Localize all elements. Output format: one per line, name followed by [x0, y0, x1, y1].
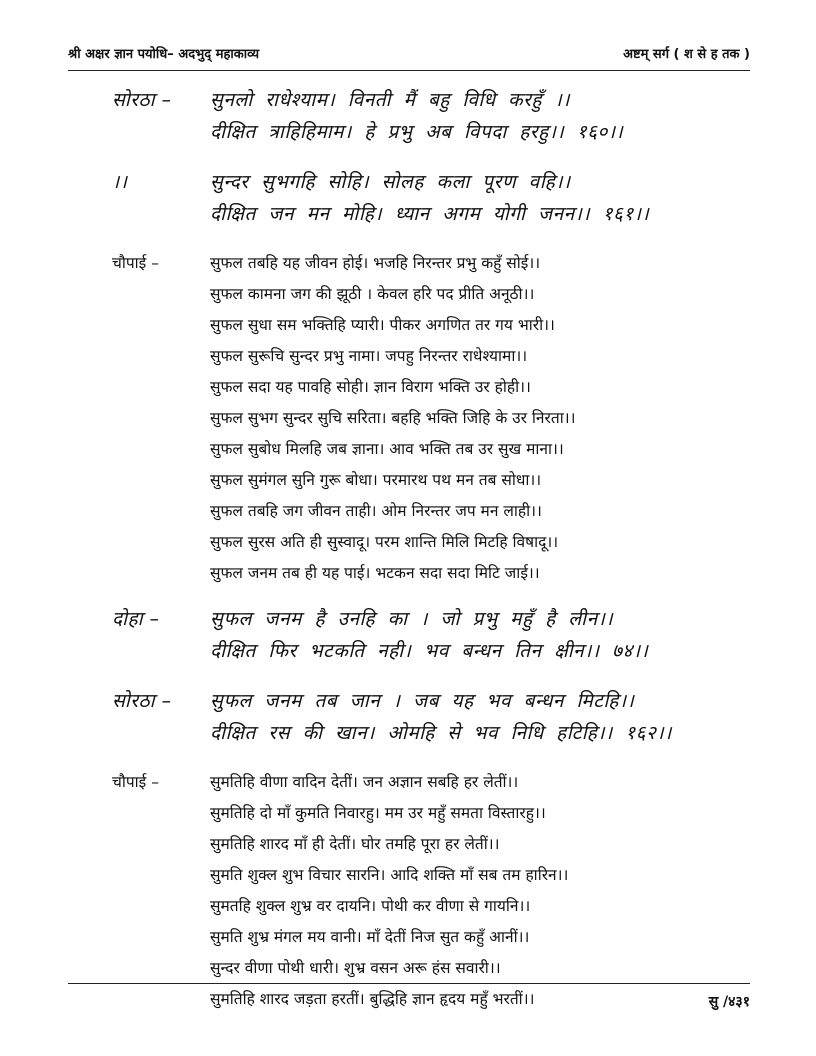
chaupai-line: सुफल कामना जग की झूठी । केवल हरि पद प्रीति अनूठी।। [210, 285, 535, 303]
chaupai-line: सुफल सुधा सम भक्तिहि प्यारी। पीकर अगणित तर गय भारी।। [210, 316, 555, 334]
chaupai-line: सुफल सुमंगल सुनि गुरू बोधा। परमारथ पथ मन तब सोधा।। [210, 471, 542, 489]
verse-line: दीक्षित फिर भटकति नही। भव बन्धन तिन क्षीन।। ७४।। [210, 640, 649, 662]
page-number: सु /४३१ [708, 994, 750, 1010]
chaupai-line: सुफल सुभग सुन्दर सुचि सरिता। बहहि भक्ति जिहि के उर निरता।। [210, 409, 576, 427]
verse-line: सुनलो राधेश्याम। विनती मैं बहु विधि करहुँ ।। [210, 89, 570, 111]
page-header [68, 40, 750, 71]
chaupai-line: सुमतिहि शारद माँ ही देतीं। घोर तमहि पूरा हर लेतीं।। [210, 835, 500, 853]
chaupai-line: सुफल सुबोध मिलहि जब ज्ञाना। आव भक्ति तब उर सुख माना।। [210, 440, 564, 458]
verse-label: सोरठा – [112, 690, 172, 712]
chaupai-line: सुमति शुक्ल शुभ विचार सारनि। आदि शक्ति माँ सब तम हारिन।। [210, 866, 569, 884]
soratha-162 [112, 685, 752, 749]
verse-line: दीक्षित त्राहिहिमाम। हे प्रभु अब विपदा हरहु।। १६०।। [210, 121, 624, 143]
verse-161 [112, 166, 752, 230]
chaupai-sumati [112, 767, 752, 1015]
verse-label: चौपाई – [112, 254, 159, 272]
chaupai-line: सुमतिहि वीणा वादिन देतीं। जन अज्ञान सबहि हर लेतीं।। [210, 773, 519, 791]
chaupai-line: सुफल तबहि जग जीवन ताही। ओम निरन्तर जप मन लाही।। [210, 502, 542, 520]
chaupai-line: सुफल सुरस अति ही सुस्वादू। परम शान्ति मिलि मिटहि विषादू।। [210, 533, 559, 551]
verse-label: सोरठा – [112, 89, 172, 111]
verse-line: सुन्दर सुभगहि सोहि। सोलह कला पूरण वहि।। [210, 171, 571, 193]
book-title: श्री अक्षर ज्ञान पयोधि– अदभुद् महाकाव्य [68, 47, 260, 62]
chaupai-line: सुमति शुभ्र मंगल मय वानी। माँ देतीं निज सुत कहुँ आनीं।। [210, 928, 530, 946]
verse-line: सुफल जनम तब जान । जब यह भव बन्धन मिटहि।। [210, 690, 635, 712]
chaupai-sufal [112, 248, 752, 589]
chaupai-line: सुफल तबहि यह जीवन होई। भजहि निरन्तर प्रभु कहुँ सोई।। [210, 254, 541, 272]
verse-line: दीक्षित जन मन मोहि। ध्यान अगम योगी जनन।। १६१।। [210, 203, 650, 225]
chaupai-line: सुफल सुरूचि सुन्दर प्रभु नामा। जपहु निरन्तर राधेश्यामा।। [210, 347, 528, 365]
chaupai-line: सुमतहि शुक्ल शुभ्र वर दायनि। पोथी कर वीणा से गायनि।। [210, 897, 531, 915]
chaupai-line: सुन्दर वीणा पोथी धारी। शुभ्र वसन अरू हंस सवारी।। [210, 959, 501, 977]
verse-line: दीक्षित रस की खान। ओमहि से भव निधि हटिहि।। १६२।। [210, 722, 672, 744]
chaupai-line: सुमतिहि शारद जड़ता हरतीं। बुद्धिहि ज्ञान हृदय महुँ भरतीं।। [210, 990, 535, 1008]
page-content [112, 84, 752, 1029]
verse-label: ।। [112, 171, 128, 193]
doha-74 [112, 603, 752, 667]
chaupai-line: सुमतिहि दो माँ कुमति निवारहु। मम उर महुँ समता विस्तारहु।। [210, 804, 546, 822]
verse-line: सुफल जनम है उनहि का । जो प्रभु महुँ है लीन।। [210, 608, 614, 630]
chaupai-line: सुफल सदा यह पावहि सोही। ज्ञान विराग भक्ति उर होही।। [210, 378, 531, 396]
chaupai-line: सुफल जनम तब ही यह पाई। भटकन सदा सदा मिटि जाई।। [210, 564, 540, 582]
verse-label: चौपाई – [112, 773, 159, 791]
chapter-title: अष्टम् सर्ग ( श से ह तक ) [623, 47, 750, 62]
verse-label: दोहा – [112, 608, 160, 630]
soratha-160 [112, 84, 752, 148]
